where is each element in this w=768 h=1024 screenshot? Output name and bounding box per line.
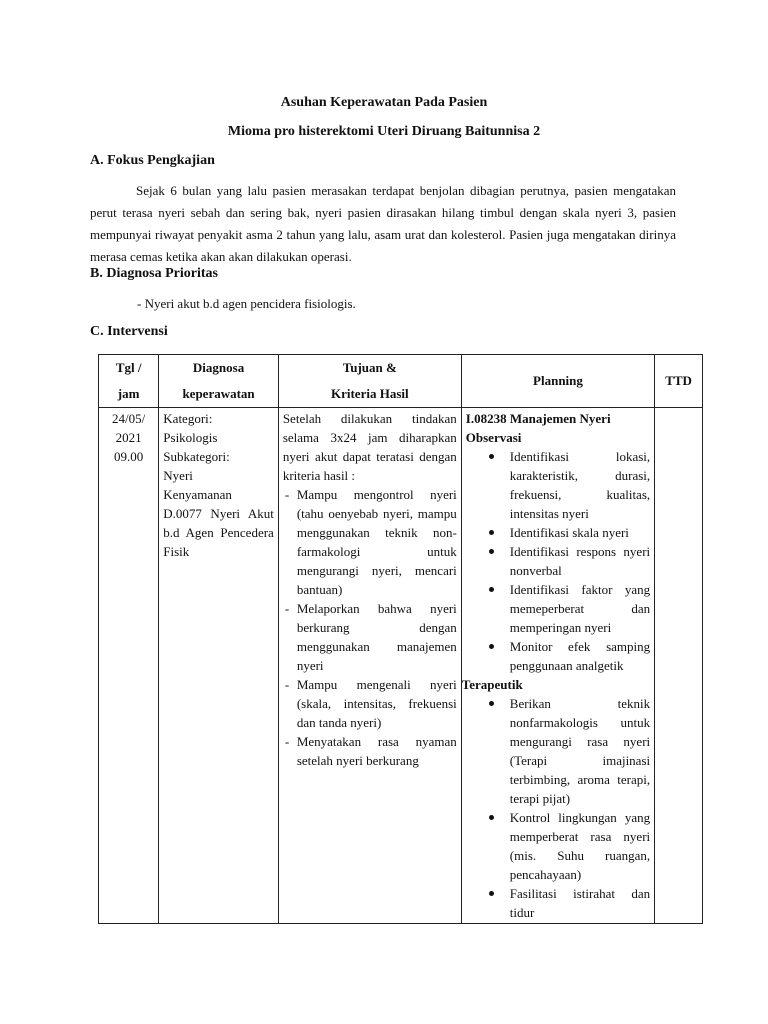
header-diagnosa-line1: Diagnosa (192, 360, 245, 375)
header-diagnosa-line2: keperawatan (182, 386, 255, 401)
diag-line: Kenyamanan (163, 487, 232, 502)
table-header-row (99, 355, 703, 408)
cell-planning (461, 408, 654, 924)
header-tgl-line2: jam (117, 386, 140, 401)
header-tujuan-line1: Tujuan & (342, 360, 397, 375)
list-item: Identifikasi respons nyeri nonverbal (509, 544, 651, 578)
planning-observasi-label: Observasi (465, 430, 522, 445)
fokus-pengkajian-text: Sejak 6 bulan yang lalu pasien merasakan terdapat benjolan dibagian perutnya, pasien mengatakan perut terasa nyeri sebah dan sering bak, nyeri pasien dirasakan hilang timbul dengan skala nyeri 3, pasien mempunyai riwayat penyakit asma 2 tahun yang lalu, asam urat dan kolesterol. Pasien juga mengatakan dirinya merasa cemas ketika akan akan dilakukan operasi. (90, 183, 676, 264)
list-item: Identifikasi faktor yang memeperberat dan memperingan nyeri (509, 582, 651, 635)
cell-tujuan (278, 408, 461, 924)
planning-code: I.08238 Manajemen Nyeri (465, 411, 611, 426)
observasi-list (466, 447, 650, 675)
planning-terapeutik-label: Terapeutik (461, 677, 523, 692)
document-subtitle: Mioma pro histerektomi Uteri Diruang Baitunnisa 2 (227, 124, 541, 139)
tgl-date-part1: 24/05/ (112, 411, 146, 426)
section-c-heading: C. Intervensi (90, 324, 168, 339)
header-diagnosa (159, 355, 279, 408)
list-item: Fasilitasi istirahat dan tidur (509, 886, 651, 920)
section-a-paragraph (90, 180, 676, 268)
section-b-heading: B. Diagnosa Prioritas (90, 266, 218, 281)
header-tujuan-line2: Kriteria Hasil (330, 386, 409, 401)
terapeutik-list (466, 694, 650, 922)
header-ttd: TTD (655, 355, 703, 408)
list-item: - Mampu mengontrol nyeri (tahu oenyebab nyeri, mampu menggunakan teknik non-farmakologi untuk mengurangi nyeri, mencari bantuan) (283, 485, 457, 599)
list-item: Kontrol lingkungan yang memperberat rasa nyeri (mis. Suhu ruangan, pencahayaan) (509, 810, 651, 882)
diag-line: D.0077 Nyeri Akut b.d Agen Pencedera Fisik (163, 506, 274, 559)
tujuan-intro: Setelah dilakukan tindakan selama 3x24 jam diharapkan nyeri akut dapat teratasi dengan kriteria hasil : (282, 411, 457, 483)
diag-line: Nyeri (163, 468, 193, 483)
intervensi-table (98, 354, 703, 924)
header-tgl-line1: Tgl / (115, 360, 142, 375)
table-row (99, 408, 703, 924)
list-item: Identifikasi skala nyeri (510, 523, 650, 542)
list-item: - Menyatakan rasa nyaman setelah nyeri berkurang (283, 732, 457, 770)
list-item: Identifikasi lokasi, karakteristik, durasi, frekuensi, kualitas, intensitas nyeri (509, 449, 651, 521)
tgl-date-part2: 2021 (115, 430, 142, 445)
document-title: Asuhan Keperawatan Pada Pasien (280, 95, 488, 110)
header-tgl (99, 355, 159, 408)
cell-ttd (655, 408, 703, 924)
kriteria-hasil-list (283, 485, 457, 770)
list-item: - Melaporkan bahwa nyeri berkurang dengan menggunakan manajemen nyeri (283, 599, 457, 675)
cell-diagnosa (159, 408, 279, 924)
diag-line: Kategori: (163, 411, 213, 426)
cell-tgl (99, 408, 159, 924)
list-item: Monitor efek samping penggunaan analgetik (509, 639, 651, 673)
header-planning: Planning (461, 355, 654, 408)
diag-line: Subkategori: (163, 449, 230, 464)
diag-line: Psikologis (163, 430, 218, 445)
list-item: - Mampu mengenali nyeri (skala, intensitas, frekuensi dan tanda nyeri) (283, 675, 457, 732)
tgl-time: 09.00 (114, 449, 144, 464)
section-a-heading: A. Fokus Pengkajian (90, 153, 215, 168)
list-item: Berikan teknik nonfarmakologis untuk mengurangi rasa nyeri (Terapi imajinasi terbimbing, aroma terapi, terapi pijat) (509, 696, 651, 806)
diagnosa-prioritas-item: - Nyeri akut b.d agen pencidera fisiologis. (137, 296, 356, 311)
header-tujuan (278, 355, 461, 408)
